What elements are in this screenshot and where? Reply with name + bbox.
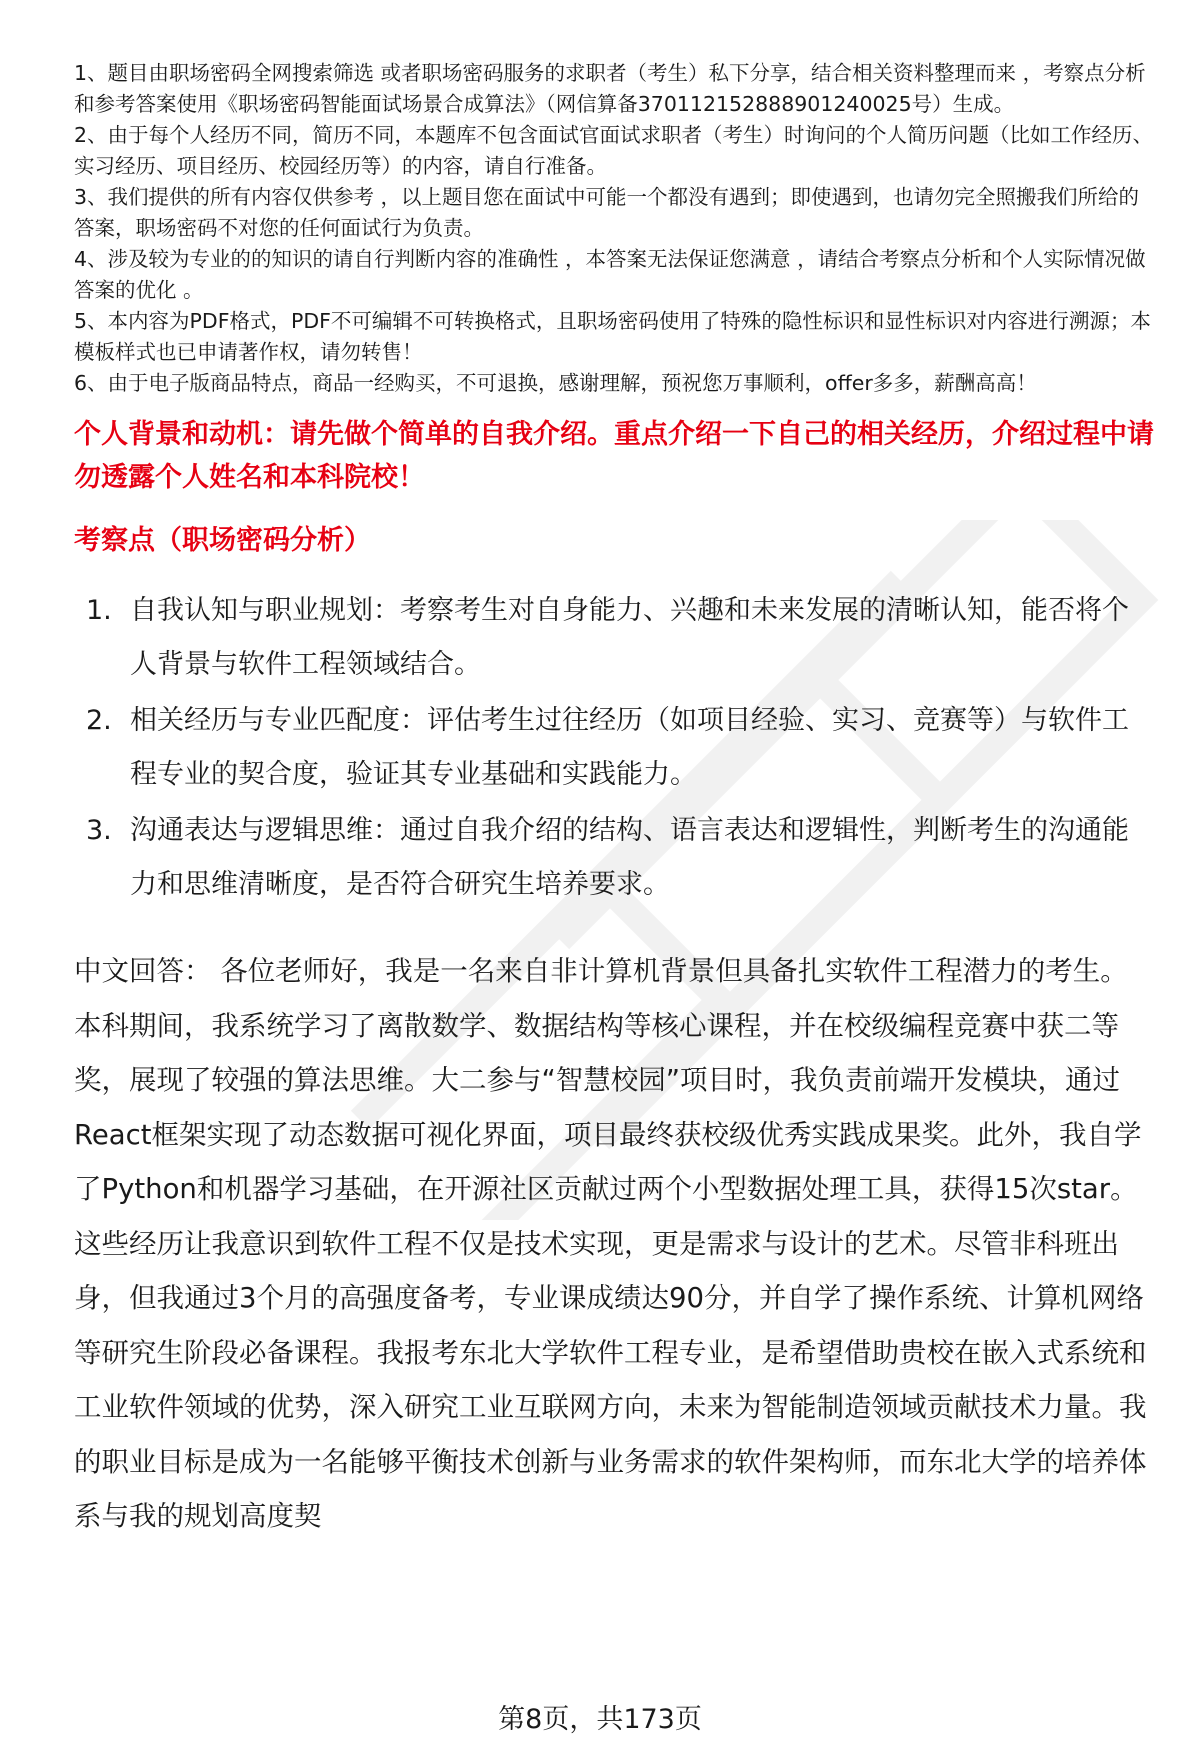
note-item: 1、题目由职场密码全网搜索筛选 或者职场密码服务的求职者（考生）私下分享，结合相关资料整理而来 ，考察点分析和参考答案使用《职场密码智能面试场景合成算法》（网信算备370112152888901240025号）生成。 — [74, 61, 1146, 116]
analysis-point — [74, 584, 1154, 692]
point-number: 3. — [86, 815, 112, 846]
note-item: 3、我们提供的所有内容仅供参考 ，以上题目您在面试中可能一个都没有遇到；即使遇到，也请勿完全照搬我们所给的答案，职场密码不对您的任何面试行为负责。 — [74, 185, 1140, 240]
note-item: 2、由于每个人经历不同，简历不同，本题库不包含面试官面试求职者（考生）时询问的个人简历问题（比如工作经历、实习经历、项目经历、校园经历等）的内容，请自行准备。 — [74, 123, 1154, 178]
analysis-point — [74, 694, 1154, 802]
point-text: 沟通表达与逻辑思维：通过自我介绍的结构、语言表达和逻辑性，判断考生的沟通能力和思维清晰度，是否符合研究生培养要求。 — [130, 815, 1129, 900]
analysis-points — [74, 584, 1154, 912]
point-number: 2. — [86, 705, 112, 736]
page-number: 第8页，共173页 — [498, 1704, 702, 1735]
note-item: 4、涉及较为专业的的知识的请自行判断内容的准确性 ，本答案无法保证您满意 ，请结合考察点分析和个人实际情况做答案的优化 。 — [74, 247, 1146, 302]
note-item: 6、由于电子版商品特点，商品一经购买，不可退换，感谢理解，预祝您万事顺利，offer多多，薪酬高高！ — [74, 371, 1037, 395]
disclaimer-notes — [74, 58, 1154, 399]
analysis-heading: 考察点（职场密码分析） — [74, 525, 371, 556]
answer-paragraph: 中文回答： 各位老师好，我是一名来自非计算机背景但具备扎实软件工程潜力的考生。本科期间，我系统学习了离散数学、数据结构等核心课程，并在校级编程竞赛中获二等奖，展现了较强的算法思维。大二参与“智慧校园”项目时，我负责前端开发模块，通过React框架实现了动态数据可视化界面，项目最终获校级优秀实践成果奖。此外，我自学了Python和机器学习基础，在开源社区贡献过两个小型数据处理工具，获得15次star。这些经历让我意识到软件工程不仅是技术实现，更是需求与设计的艺术。尽管非科班出身，但我通过3个月的高强度备考，专业课成绩达90分，并自学了操作系统、计算机网络等研究生阶段必备课程。我报考东北大学软件工程专业，是希望借助贵校在嵌入式系统和工业软件领域的优势，深入研究工业互联网方向，未来为智能制造领域贡献技术力量。我的职业目标是成为一名能够平衡技术创新与业务需求的软件架构师，而东北大学的培养体系与我的规划高度契 — [74, 955, 1147, 1532]
note-item: 5、本内容为PDF格式，PDF不可编辑不可转换格式，且职场密码使用了特殊的隐性标识和显性标识对内容进行溯源；本模板样式也已申请著作权，请勿转售！ — [74, 309, 1151, 364]
document-page — [74, 58, 1154, 1571]
point-number: 1. — [86, 595, 112, 626]
analysis-point — [74, 804, 1154, 912]
question-heading: 个人背景和动机：请先做个简单的自我介绍。重点介绍一下自己的相关经历，介绍过程中请勿透露个人姓名和本科院校！ — [74, 419, 1154, 493]
point-text: 自我认知与职业规划：考察考生对自身能力、兴趣和未来发展的清晰认知，能否将个人背景与软件工程领域结合。 — [130, 595, 1129, 680]
point-text: 相关经历与专业匹配度：评估考生过往经历（如项目经验、实习、竞赛等）与软件工程专业的契合度，验证其专业基础和实践能力。 — [130, 705, 1129, 790]
